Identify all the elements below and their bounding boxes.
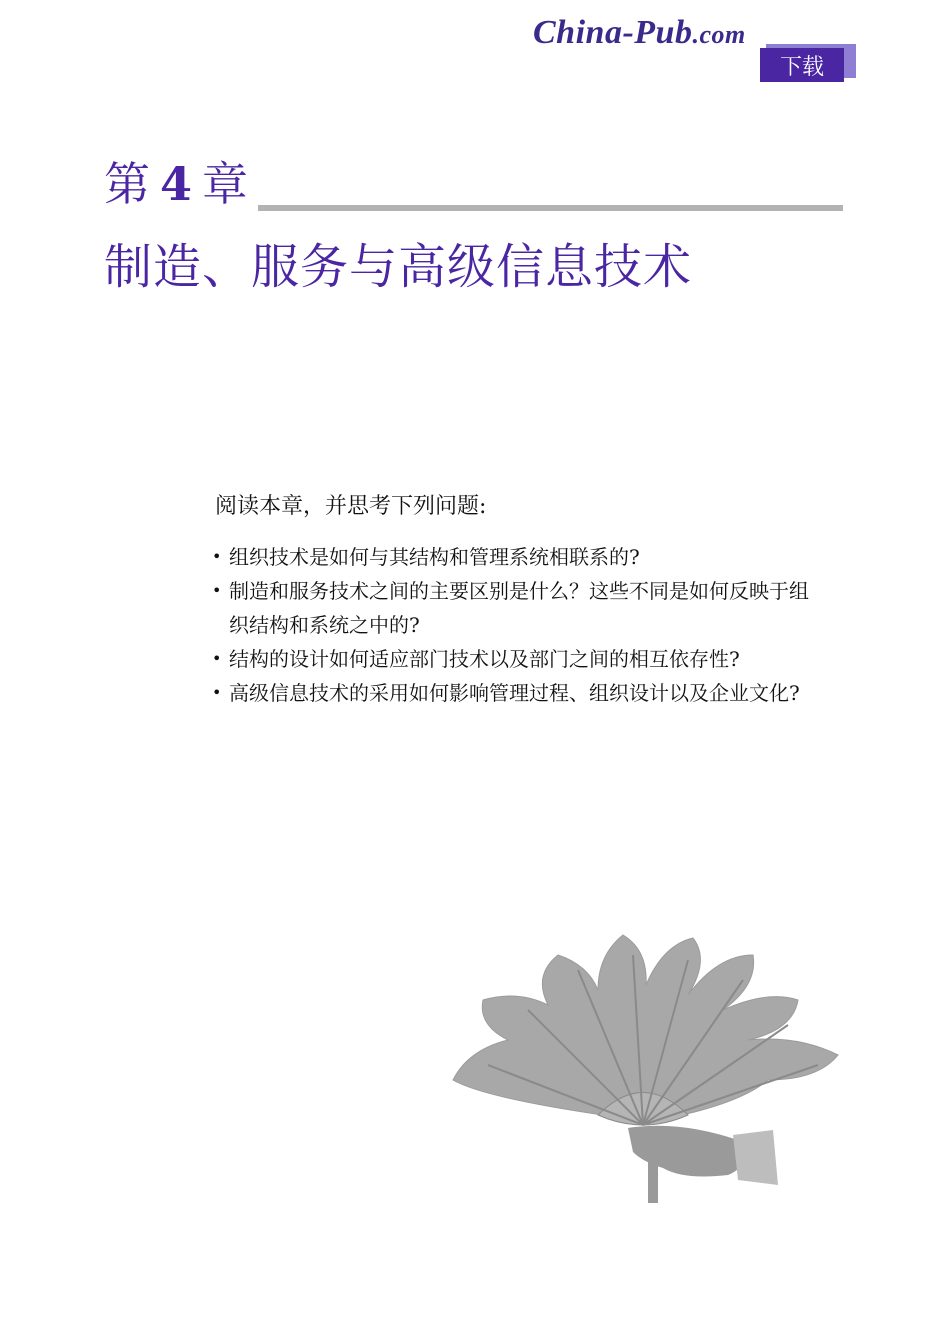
chapter-number: 4: [160, 157, 193, 211]
question-list: [212, 540, 812, 710]
question-item: • 高级信息技术的采用如何影响管理过程、组织设计以及企业文化?: [212, 676, 812, 710]
question-item: • 制造和服务技术之间的主要区别是什么？这些不同是如何反映于组织结构和系统之中的?: [212, 574, 812, 642]
china-pub-logo: [533, 14, 746, 52]
question-item: • 结构的设计如何适应部门技术以及部门之间的相互依存性?: [212, 642, 812, 676]
chapter-suffix: 章: [202, 157, 249, 211]
chapter-label: [104, 148, 248, 214]
chapter-prefix: 第: [104, 157, 150, 211]
chapter-rule: [258, 205, 843, 211]
intro-text: 阅读本章，并思考下列问题:: [215, 494, 487, 519]
logo-main: China-Pub: [533, 14, 693, 51]
logo-suffix: .com: [692, 20, 746, 49]
chapter-title: 制造、服务与高级信息技术: [104, 239, 693, 295]
question-item: • 组织技术是如何与其结构和管理系统相联系的?: [212, 540, 812, 574]
download-badge[interactable]: 下载: [760, 48, 844, 82]
hand-fan-illustration-icon: [448, 930, 843, 1205]
